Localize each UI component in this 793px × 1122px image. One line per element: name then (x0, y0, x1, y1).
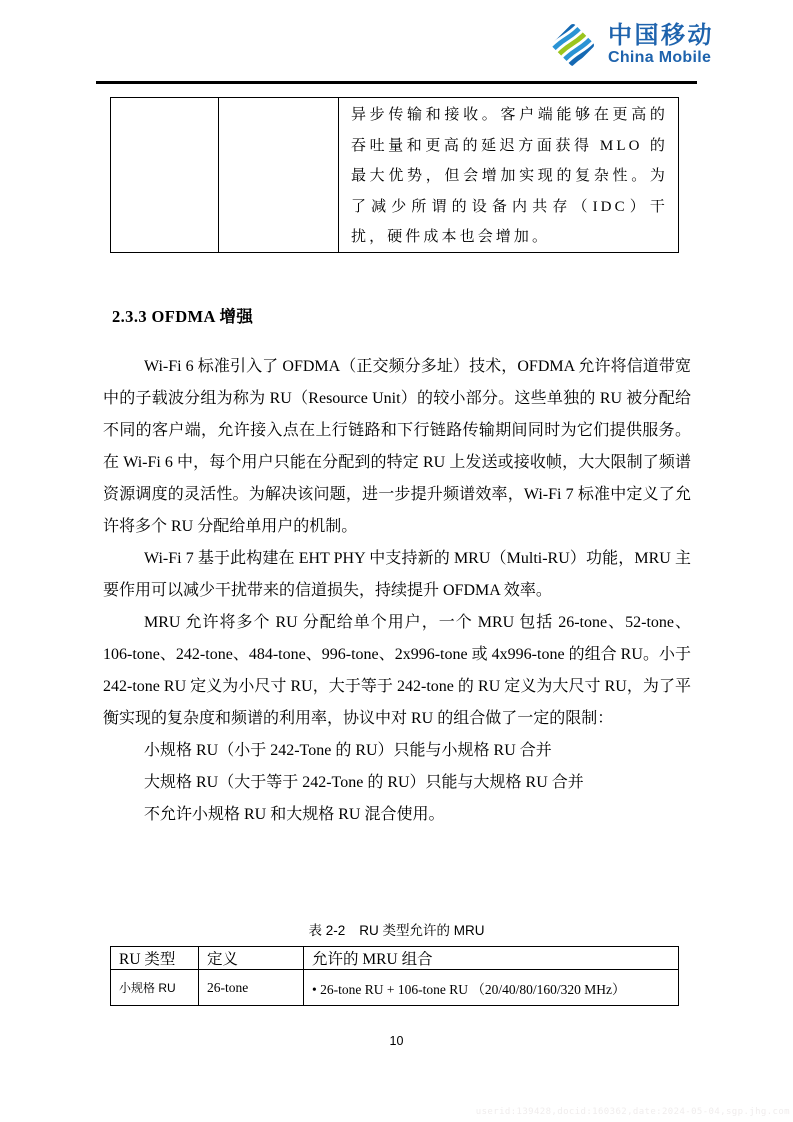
watermark: userid:139428,docid:160362,date:2024-05-04,sgp.jhg.com (475, 1107, 790, 1117)
mru-table-cell-combos: • 26-tone RU + 106-tone RU （20/40/80/160/320 MHz） (312, 981, 626, 997)
table-caption (96, 919, 697, 939)
mru-table-header-combos: 允许的 MRU 组合 (304, 947, 678, 970)
paragraph-ofdma-intro: Wi-Fi 6 标准引入了 OFDMA（正交频分多址）技术，OFDMA 允许将信道带宽中的子载波分组为称为 RU（Resource Unit）的较小部分。这些单独的 RU 被分配给不同的客户端，允许接入点在上行链路和下行链路传输期间同时为它们提供服务。在 Wi-Fi 6 中，每个用户只能在分配到的特定 RU 上发送或接收帧，大大限制了频谱资源调度的灵活性。为解决该问题，进一步提升频谱效率，Wi-Fi 7 标准中定义了允许将多个 RU 分配给单用户的机制。 (103, 358, 691, 535)
china-mobile-logo-icon (549, 20, 597, 70)
carryover-cell-mlo-note: 异步传输和接收。客户端能够在更高的吞吐量和更高的延迟方面获得 MLO 的最大优势，但会增加实现的复杂性。为了减少所谓的设备内共存（IDC）干扰，硬件成本也会增加。 (351, 107, 668, 245)
ru-rule-small: 小规格 RU（小于 242-Tone 的 RU）只能与小规格 RU 合并 (144, 742, 552, 759)
table-caption-label: 表 2-2 (308, 923, 346, 938)
brand-name-english: China Mobile (608, 49, 712, 67)
mru-table-header-ru-type: RU 类型 (111, 947, 199, 970)
china-mobile-logo (549, 20, 714, 70)
mru-table-header-definition: 定义 (199, 947, 304, 970)
table-caption-title: RU 类型允许的 MRU (359, 923, 485, 938)
section-heading: 2.3.3 OFDMA 增强 (112, 307, 254, 326)
header-divider (96, 81, 697, 84)
mru-table (110, 946, 679, 1006)
paragraph-mru-detail: MRU 允许将多个 RU 分配给单个用户，一个 MRU 包括 26-tone、52-tone、106-tone、242-tone、484-tone、996-tone、2x996-tone 或 4x996-tone 的组合 RU。小于 242-tone RU 定义为小尺寸 RU，大于等于 242-tone 的 RU 定义为大尺寸 RU，为了平衡实现的复杂度和频谱的利用率，协议中对 RU 的组合做了一定的限制： (103, 614, 691, 727)
mru-table-cell-ru-type: 小规格 RU (111, 970, 199, 1005)
section-body (103, 351, 691, 831)
page-number: 10 (389, 1034, 404, 1048)
carryover-table (110, 97, 679, 253)
paragraph-mru-feature: Wi-Fi 7 基于此构建在 EHT PHY 中支持新的 MRU（Multi-RU）功能，MRU 主要作用可以减少干扰带来的信道损失，持续提升 OFDMA 效率。 (103, 550, 691, 599)
ru-rule-large: 大规格 RU（大于等于 242-Tone 的 RU）只能与大规格 RU 合并 (144, 774, 584, 791)
brand-name-chinese: 中国移动 (608, 22, 714, 49)
brand-text (608, 23, 714, 67)
mru-table-cell-definition: 26-tone (199, 970, 304, 1005)
carryover-cell-2 (219, 98, 339, 253)
carryover-cell-1 (111, 98, 219, 253)
ru-rule-no-mix: 不允许小规格 RU 和大规格 RU 混合使用。 (144, 806, 445, 823)
